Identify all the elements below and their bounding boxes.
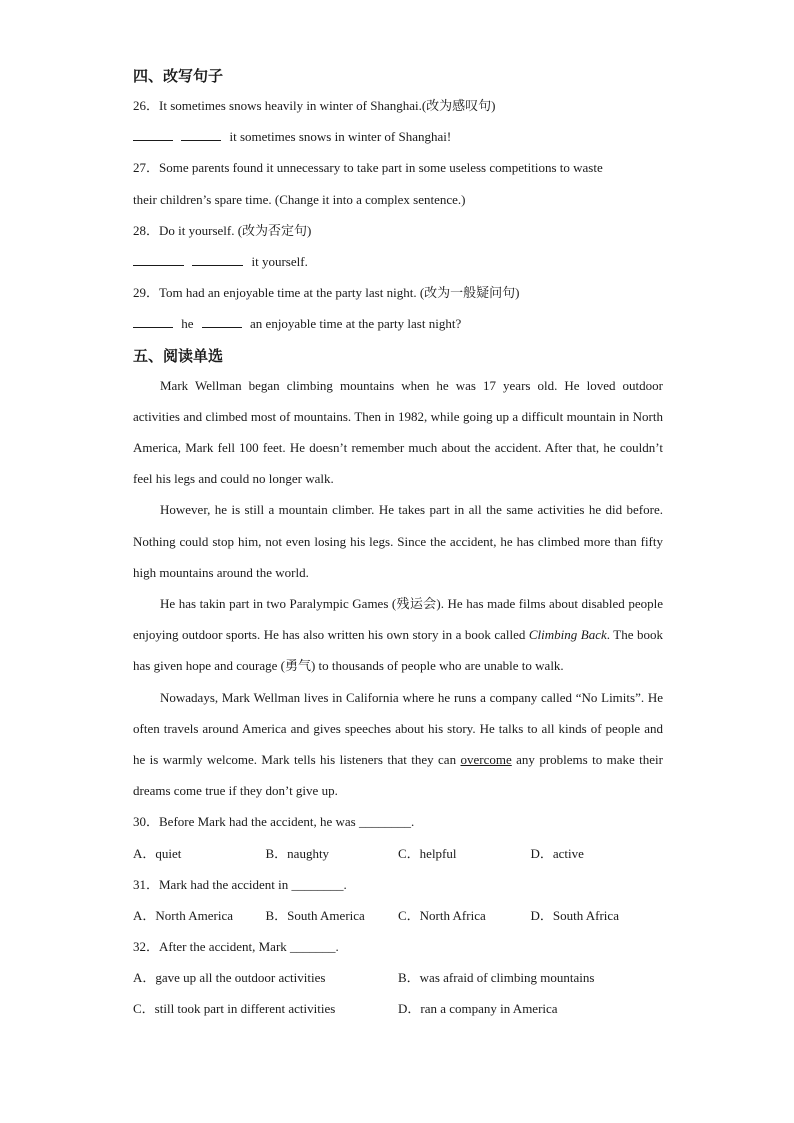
question-26-stem: 26．It sometimes snows heavily in winter of Shanghai.(改为感叹句) [133,98,496,113]
question-29-answer [133,308,663,339]
question-32-options-row2 [133,993,663,1024]
answer-blank[interactable] [133,313,173,328]
passage-paragraph-2: However, he is still a mountain climber. He takes part in all the same activities he did before. Nothing could stop him, not even losing his legs. Since the accident, he has climbed more than fifty high mountains around the world. [133,502,663,580]
question-31-stem: 31．Mark had the accident in ________. [133,876,347,892]
question-28-stem: 28．Do it yourself. (改为否定句) [133,222,312,238]
question-26-answer-text: it sometimes snows in winter of Shanghai! [229,129,452,145]
option-a[interactable]: A．gave up all the outdoor activities [133,970,326,986]
passage-text: He has takin part in two Paralympic Games (残运会). He has made films about disabled people enjoying outdoor sports. He has also written his own story in a book called [133,595,663,643]
option-a[interactable]: A．quiet [133,845,182,861]
option-c[interactable]: C．helpful [398,845,457,861]
answer-blank[interactable] [133,126,173,141]
question-26-answer [133,121,663,152]
question-28-answer-text: it yourself. [251,253,308,269]
option-d[interactable]: D．South Africa [530,907,619,923]
book-title: Climbing Back [528,627,607,643]
option-b[interactable]: B．naughty [265,845,330,861]
question-31-options [133,900,663,931]
section-5-title: 五、阅读单选 [133,346,224,365]
question-32-stem: 32．After the accident, Mark _______. [133,939,339,955]
option-a[interactable]: A．North America [133,907,234,923]
question-27-stem-line2: their children’s spare time. (Change it into a complex sentence.) [133,191,466,207]
question-32-options-row1 [133,962,663,993]
passage-paragraph-4 [133,682,663,807]
passage-text: any problems to make their dreams come true if they don’t give up. [133,751,663,799]
passage-paragraph-1: Mark Wellman began climbing mountains when he was 17 years old. He loved outdoor activities and climbed most of mountains. Then in 1982, while going up a difficult mountain in North America, Mark fell 100 feet. He doesn’t remember much about the accident. After that, he couldn’t feel his legs and could no longer walk. [133,377,663,487]
section-4-title: 四、改写句子 [133,67,224,85]
passage-paragraph-3 [133,588,663,682]
answer-blank[interactable] [181,126,221,141]
option-b[interactable]: B．was afraid of climbing mountains [398,970,595,986]
option-c[interactable]: C．still took part in different activities [133,1001,336,1017]
question-29-answer-word: he [181,316,194,332]
answer-blank[interactable] [133,251,184,266]
question-27-stem-line1: 27．Some parents found it unnecessary to take part in some useless competitions to waste [133,160,603,176]
option-b[interactable]: B．South America [265,907,365,923]
option-d[interactable]: D．active [530,845,584,861]
option-c[interactable]: C．North Africa [398,907,486,923]
answer-blank[interactable] [202,313,242,328]
question-30-stem: 30．Before Mark had the accident, he was ________. [133,814,415,830]
passage-text: Nowadays, Mark Wellman lives in California where he runs a company called “No Limits”. He often travels around America and gives speeches about his story. He talks to all kinds of people and he is warmly welcome. Mark tells his listeners that they can [133,689,663,767]
passage-text: . The book has given hope and courage (勇气) to thousands of people who are unable to walk. [133,627,663,674]
exam-page [133,60,663,1025]
underlined-word: overcome [460,751,512,767]
question-29-stem: 29．Tom had an enjoyable time at the party last night. (改为一般疑问句) [133,285,520,301]
question-30-options [133,838,663,869]
answer-blank[interactable] [192,251,243,266]
option-d[interactable]: D．ran a company in America [398,1001,558,1017]
question-29-answer-text: an enjoyable time at the party last night? [250,316,462,332]
question-28-answer [133,246,663,277]
